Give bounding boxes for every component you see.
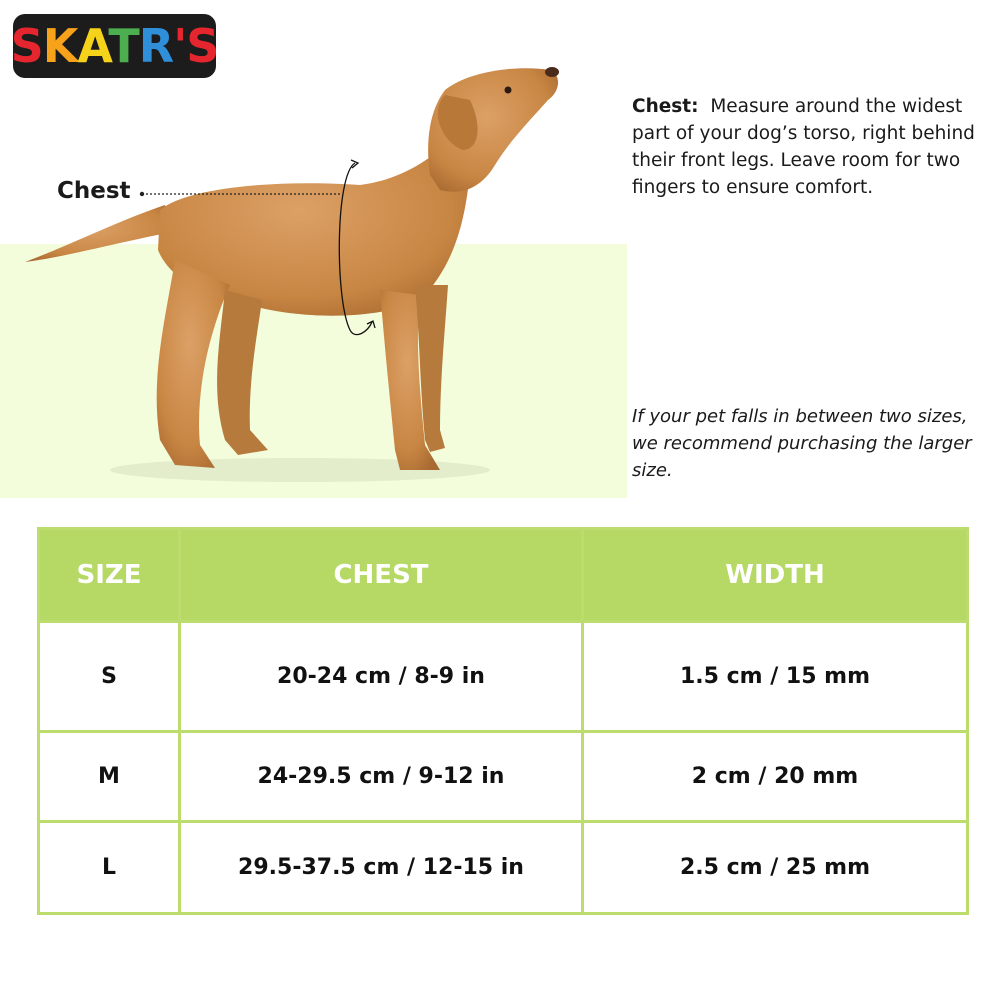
cell-chest: 29.5-37.5 cm / 12-15 in	[180, 822, 583, 914]
table-row	[39, 822, 968, 914]
logo-letter: K	[42, 19, 78, 73]
sizing-note: If your pet falls in between two sizes, we recommend purchasing the larger size.	[632, 406, 972, 481]
logo-letter: T	[108, 19, 139, 73]
chest-description: Measure around the widest part of your dog’s torso, right behind their front legs. Leave room for two fingers to ensure comfort.	[632, 96, 975, 198]
cell-size: L	[39, 822, 180, 914]
size-chart-table	[37, 527, 969, 915]
chest-label: Chest	[57, 178, 131, 204]
logo-letter: S	[186, 19, 219, 73]
logo-letter: R	[138, 19, 174, 73]
chest-heading: Chest:	[632, 96, 699, 117]
chest-pointer-dot	[140, 192, 144, 196]
dog-nose	[545, 67, 559, 77]
logo-letter: '	[173, 19, 187, 73]
header-width: WIDTH	[583, 529, 968, 622]
cell-width: 2.5 cm / 25 mm	[583, 822, 968, 914]
chest-instructions	[632, 93, 992, 201]
table-header-row	[39, 529, 968, 622]
cell-chest: 20-24 cm / 8-9 in	[180, 622, 583, 732]
cell-chest: 24-29.5 cm / 9-12 in	[180, 732, 583, 822]
cell-width: 2 cm / 20 mm	[583, 732, 968, 822]
dog-eye	[505, 87, 512, 94]
logo-letter: S	[10, 19, 43, 73]
cell-size: S	[39, 622, 180, 732]
cell-width: 1.5 cm / 15 mm	[583, 622, 968, 732]
cell-size: M	[39, 732, 180, 822]
dog-back-leg-2	[217, 290, 268, 455]
header-size: SIZE	[39, 529, 180, 622]
table-row	[39, 732, 968, 822]
dog-illustration	[0, 0, 627, 500]
dog-tail	[25, 205, 172, 262]
header-chest: CHEST	[180, 529, 583, 622]
logo-letter: A	[77, 19, 109, 73]
table-row	[39, 622, 968, 732]
